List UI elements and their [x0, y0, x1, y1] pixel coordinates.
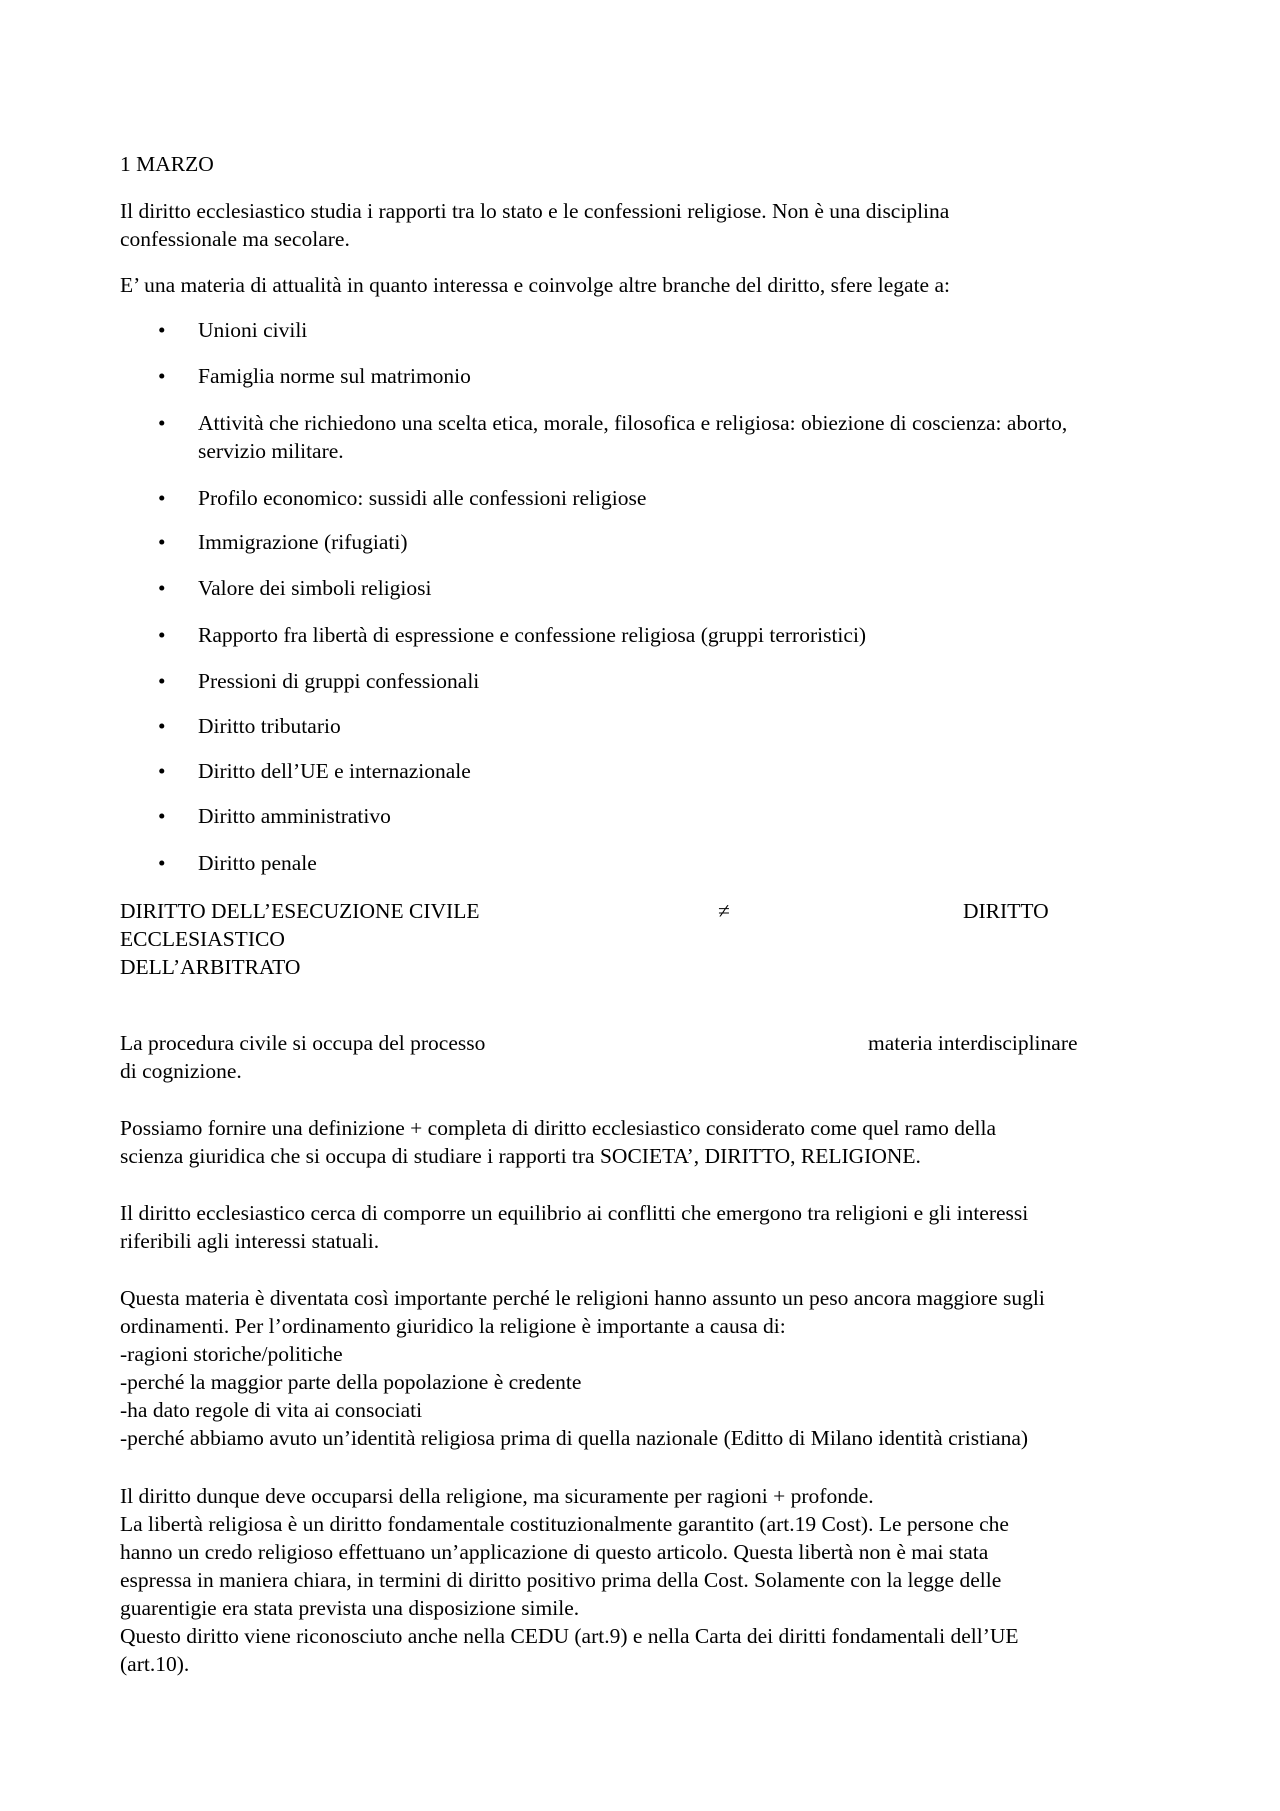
list-item-text: Pressioni di gruppi confessionali — [198, 669, 480, 693]
bullet-icon: • — [158, 364, 166, 388]
text-line: Possiamo fornire una definizione + completa di diritto ecclesiastico considerato come quel ramo della — [120, 1116, 997, 1140]
bullet-icon: • — [158, 623, 166, 647]
list-item-text: Diritto amministrativo — [198, 804, 391, 828]
bullet-icon: • — [158, 318, 166, 342]
bullet-icon: • — [158, 714, 166, 738]
definition-paragraph — [120, 1114, 1180, 1170]
text-line: -ragioni storiche/politiche — [120, 1342, 343, 1366]
text-line: Il diritto ecclesiastico cerca di comporre un equilibrio ai conflitti che emergono tra religioni e gli interessi — [120, 1201, 1029, 1225]
text-line: guarentigie era stata prevista una disposizione simile. — [120, 1596, 580, 1620]
list-item-text: Immigrazione (rifugiati) — [198, 530, 408, 554]
text-line: hanno un credo religioso effettuano un’applicazione di questo articolo. Questa libertà non è mai stata — [120, 1540, 989, 1564]
list-item-text: Valore dei simboli religiosi — [198, 576, 432, 600]
procedura-left-text: La procedura civile si occupa del processo — [120, 1031, 486, 1055]
list-item-text: Attività che richiedono una scelta etica, morale, filosofica e religiosa: obiezione di coscienza: aborto, servizio militare. — [198, 411, 1068, 463]
text-line: Il diritto ecclesiastico studia i rapporti tra lo stato e le confessioni religiose. Non è una disciplina — [120, 199, 950, 223]
text-line: ordinamenti. Per l’ordinamento giuridico la religione è importante a causa di: — [120, 1314, 786, 1338]
list-item-text: Profilo economico: sussidi alle confessioni religiose — [198, 486, 647, 510]
freedom-paragraph — [120, 1482, 1180, 1678]
bullet-icon: • — [158, 804, 166, 828]
bullet-icon: • — [158, 576, 166, 600]
text-line: scienza giuridica che si occupa di studiare i rapporti tra SOCIETA’, DIRITTO, RELIGIONE. — [120, 1144, 921, 1168]
text-line: La libertà religiosa è un diritto fondamentale costituzionalmente garantito (art.19 Cost). Le persone che — [120, 1512, 1009, 1536]
text-line: riferibili agli interessi statuali. — [120, 1229, 380, 1253]
list-item-text: Diritto tributario — [198, 714, 341, 738]
procedura-line: di cognizione. — [120, 1059, 242, 1083]
bullet-icon: • — [158, 669, 166, 693]
list-item-text: Diritto penale — [198, 851, 317, 875]
list-item-text: Unioni civili — [198, 318, 308, 342]
bullet-icon: • — [158, 851, 166, 875]
comparison-right-label: DIRITTO — [963, 899, 1049, 923]
intro-paragraph — [120, 197, 1180, 253]
text-line: -perché abbiamo avuto un’identità religiosa prima di quella nazionale (Editto di Milano identità cristiana) — [120, 1426, 1029, 1450]
equilibrium-paragraph — [120, 1199, 1180, 1255]
text-line: Questa materia è diventata così importante perché le religioni hanno assunto un peso ancora maggiore sugli — [120, 1286, 1045, 1310]
text-line: Questo diritto viene riconosciuto anche nella CEDU (art.9) e nella Carta dei diritti fondamentali dell’UE — [120, 1624, 1019, 1648]
list-item-text: Rapporto fra libertà di espressione e confessione religiosa (gruppi terroristici) — [198, 623, 867, 647]
text-line: confessionale ma secolare. — [120, 227, 350, 251]
text-line: espressa in maniera chiara, in termini di diritto positivo prima della Cost. Solamente con la legge delle — [120, 1568, 1002, 1592]
not-equal-symbol: ≠ — [718, 899, 730, 923]
comparison-line: DELL’ARBITRATO — [120, 955, 301, 979]
bullet-icon: • — [158, 759, 166, 783]
list-item-text: Famiglia norme sul matrimonio — [198, 364, 471, 388]
text-line: -ha dato regole di vita ai consociati — [120, 1398, 423, 1422]
comparison-left-label: DIRITTO DELL’ESECUZIONE CIVILE — [120, 899, 480, 923]
bullet-icon: • — [158, 530, 166, 554]
text-line: -perché la maggior parte della popolazione è credente — [120, 1370, 582, 1394]
text-line: Il diritto dunque deve occuparsi della religione, ma sicuramente per ragioni + profonde. — [120, 1484, 874, 1508]
text-line: (art.10). — [120, 1652, 190, 1676]
list-item-text: Diritto dell’UE e internazionale — [198, 759, 471, 783]
importance-paragraph — [120, 1284, 1180, 1452]
topics-intro: E’ una materia di attualità in quanto interessa e coinvolge altre branche del diritto, sfere legate a: — [120, 273, 950, 297]
procedura-right-text: materia interdisciplinare — [868, 1031, 1078, 1055]
bullet-icon: • — [158, 411, 166, 435]
bullet-icon: • — [158, 486, 166, 510]
page-heading: 1 MARZO — [120, 152, 214, 176]
comparison-line: ECCLESIASTICO — [120, 927, 285, 951]
